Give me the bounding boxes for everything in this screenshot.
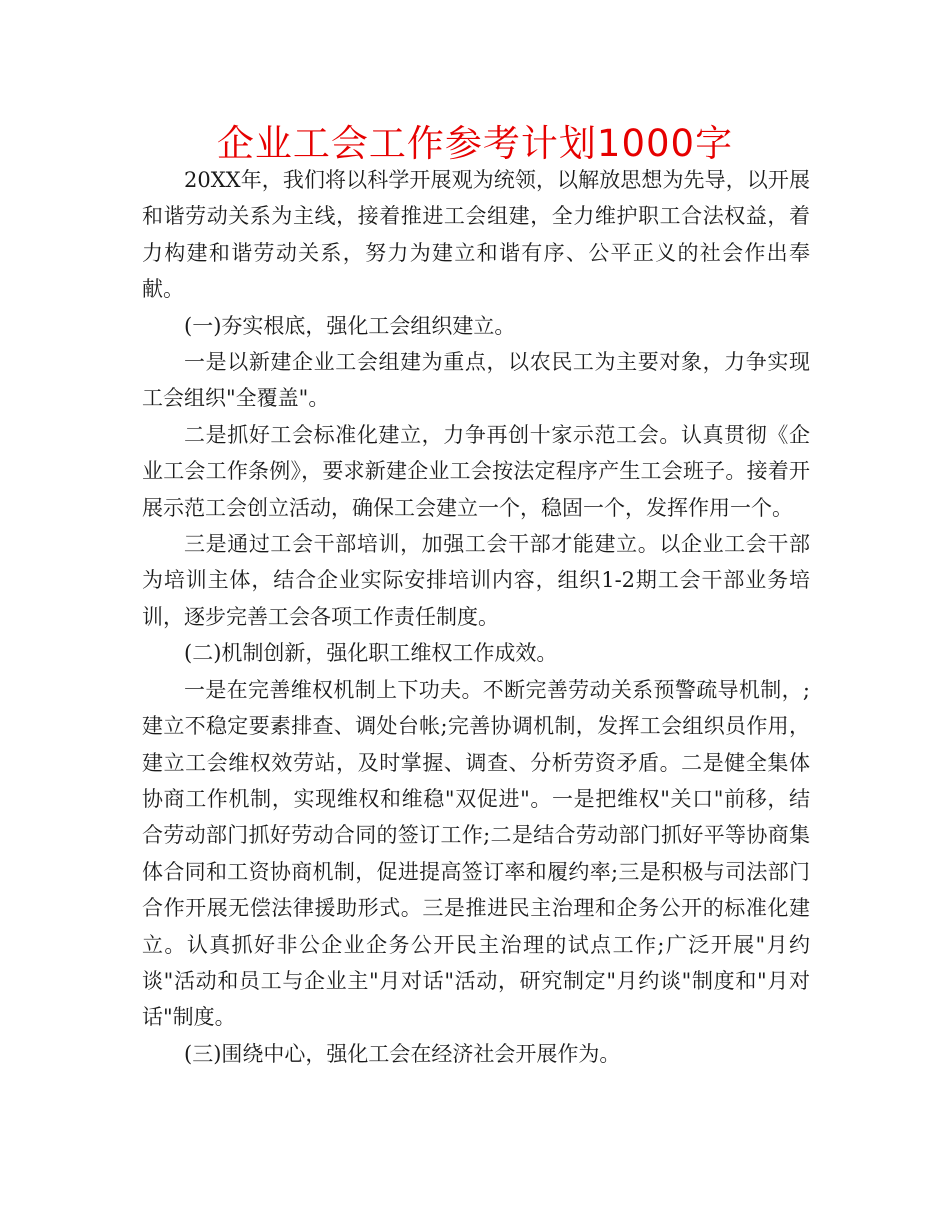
section-heading-3: (三)围绕中心，强化工会在经济社会开展作为。: [184, 1041, 621, 1066]
document-title: 企业工会工作参考计划1000字: [216, 122, 734, 165]
paragraph: 二是抓好工会标准化建立，力争再创十家示范工会。认真贯彻《企业工会工作条例》，要求新建企业工会按法定程序产生工会班子。接着开展示范工会创立活动，确保工会建立一个，稳固一个，发挥作用一个。: [142, 422, 810, 520]
paragraph-intro: 20XX年，我们将以科学开展观为统领，以解放思想为先导，以开展和谐劳动关系为主线，接着推进工会组建，全力维护职工合法权益，着力构建和谐劳动关系，努力为建立和谐有序、公平正义的社会作出奉献。: [142, 168, 810, 302]
paragraph: 三是通过工会干部培训，加强工会干部才能建立。以企业工会干部为培训主体，结合企业实际安排培训内容，组织1-2期工会干部业务培训，逐步完善工会各项工作责任制度。: [142, 532, 810, 629]
section-heading-1: (一)夯实根底，强化工会组织建立。: [184, 313, 516, 338]
paragraph: 一是在完善维权机制上下功夫。不断完善劳动关系预警疏导机制，;建立不稳定要素排查、调处台帐;完善协调机制，发挥工会组织员作用，建立工会维权效劳站，及时掌握、调查、分析劳资矛盾。二是健全集体协商工作机制，实现维权和维稳"双促进"。一是把维权"关口"前移，结合劳动部门抓好劳动合同的签订工作;二是结合劳动部门抓好平等协商集体合同和工资协商机制，促进提高签订率和履约率;三是积极与司法部门合作开展无偿法律援助形式。三是推进民主治理和企务公开的标准化建立。认真抓好非公企业企务公开民主治理的试点工作;广泛开展"月约谈"活动和员工与企业主"月对话"活动，研究制定"月约谈"制度和"月对话"制度。: [142, 677, 810, 1030]
paragraph: 一是以新建企业工会组建为重点，以农民工为主要对象，力争实现工会组织"全覆盖"。: [142, 350, 810, 411]
document-body: [142, 162, 810, 1072]
section-heading-2: (二)机制创新，强化职工维权工作成效。: [184, 641, 558, 666]
